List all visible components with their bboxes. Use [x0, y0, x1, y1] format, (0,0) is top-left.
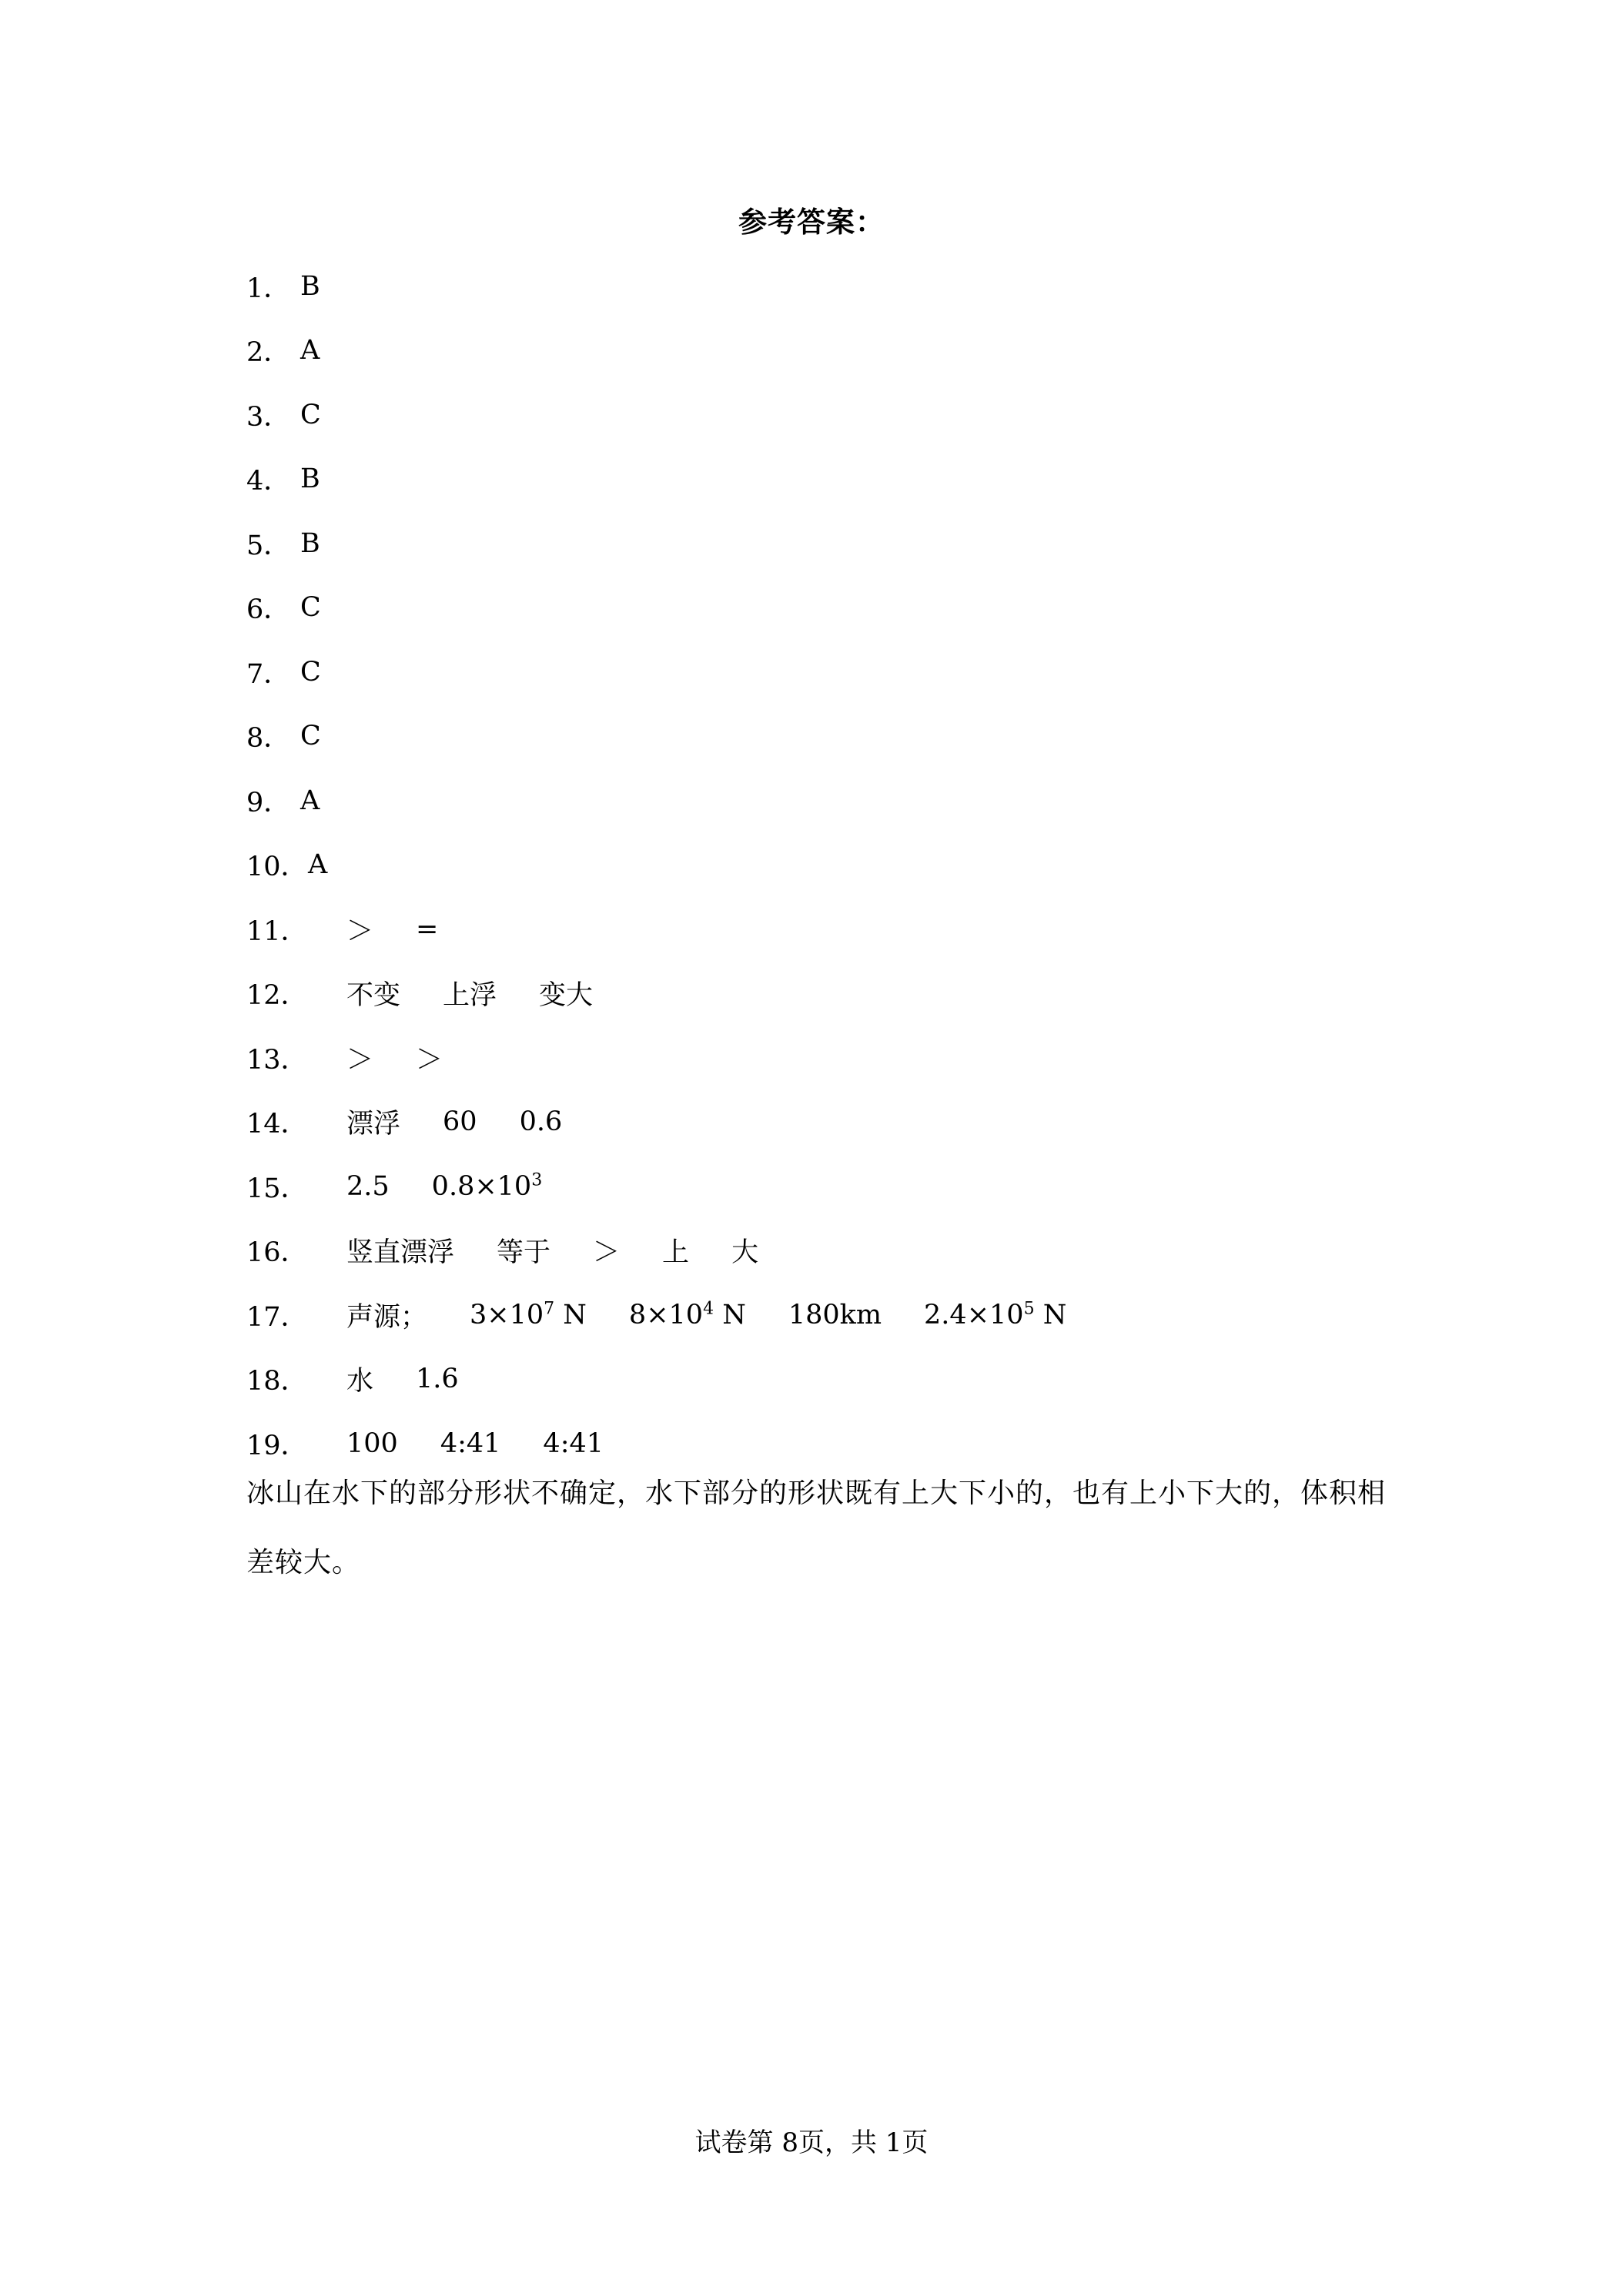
answer-exponent: 7	[544, 1299, 555, 1319]
answer-row-12	[246, 962, 1109, 1026]
answer-blank: ＞	[346, 1044, 374, 1076]
question-number: 11．	[246, 915, 308, 947]
answer-blank: 60	[443, 1106, 477, 1138]
answer-value: A	[300, 335, 320, 366]
answer-value: C	[300, 721, 321, 752]
answer-row-11	[246, 897, 1109, 962]
answer-row-4	[246, 447, 1109, 512]
answer-exponent: 3	[531, 1170, 543, 1190]
answer-blank: 0.6	[519, 1106, 563, 1138]
question-number: 17．	[246, 1301, 308, 1333]
answer-value: B	[300, 464, 320, 495]
question-number: 5．	[246, 530, 291, 561]
answer-base: 3×10	[470, 1299, 544, 1330]
page-footer: 试卷第 8页，共 1页	[694, 2127, 929, 2158]
answer-blank: ＞	[593, 1237, 621, 1269]
answer-unit: N	[1034, 1299, 1067, 1330]
answer-blank: 上浮	[443, 980, 497, 1012]
page-title: 参考答案：	[738, 206, 885, 239]
question-number: 15．	[246, 1173, 308, 1204]
answer-row-13	[246, 1026, 1109, 1090]
question-number: 19．	[246, 1430, 308, 1461]
answer-row-8	[246, 705, 1109, 769]
answer-base: 2.4×10	[924, 1299, 1024, 1330]
answer-blank: 4:41	[440, 1427, 501, 1459]
question-number: 14．	[246, 1109, 308, 1140]
answer-blank: 100	[346, 1427, 398, 1459]
answer-row-10	[246, 833, 1109, 898]
question-number: 6．	[246, 594, 291, 626]
answer-value: A	[300, 785, 320, 816]
answer-unit: N	[714, 1299, 746, 1330]
question-number: 18．	[246, 1366, 308, 1397]
answer-blank: 不变	[346, 980, 401, 1012]
answer-blank: =	[416, 913, 439, 945]
answer-blank: 等于	[497, 1237, 551, 1269]
answer-blank: ＞	[346, 915, 374, 947]
answer-blank: 竖直漂浮	[346, 1237, 455, 1269]
answer-exponent: 5	[1023, 1299, 1035, 1319]
answer-blank	[629, 1300, 746, 1330]
question-number: 4．	[246, 466, 291, 497]
answer-blank: 1.6	[416, 1364, 459, 1395]
question-number: 7．	[246, 658, 291, 690]
answer-value: C	[300, 399, 321, 430]
answer-base: 0.8×10	[431, 1170, 532, 1202]
question-number: 13．	[246, 1044, 308, 1076]
question-number: 12．	[246, 980, 308, 1012]
answer-row-14	[246, 1090, 1109, 1155]
explanation-paragraph: 冰山在水下的部分形状不确定，水下部分的形状既有上大下小的，也有上小下大的，体积相差较大。	[246, 1478, 1387, 1578]
answer-blank: 声源；	[346, 1301, 428, 1333]
answer-blank	[432, 1171, 543, 1202]
answer-row-3	[246, 383, 1109, 447]
answer-row-18	[246, 1347, 1109, 1412]
answer-row-1	[246, 254, 1109, 319]
answer-value: B	[300, 270, 320, 302]
answer-row-17	[246, 1283, 1109, 1347]
answer-blank: 180km	[788, 1299, 882, 1330]
answer-blank: 漂浮	[346, 1109, 401, 1140]
answer-row-15	[246, 1154, 1109, 1219]
question-number: 9．	[246, 787, 291, 818]
answer-blank: 变大	[539, 980, 594, 1012]
answer-blank: 大	[731, 1237, 759, 1269]
answer-row-7	[246, 640, 1109, 705]
question-number: 2．	[246, 337, 291, 369]
answer-value: A	[308, 849, 328, 881]
answer-value: B	[300, 527, 320, 559]
answer-blank: 上	[662, 1237, 690, 1269]
question-number: 16．	[246, 1237, 308, 1269]
answer-blank	[470, 1300, 587, 1330]
question-number: 8．	[246, 723, 291, 755]
answer-row-5	[246, 511, 1109, 576]
answer-unit: N	[554, 1299, 587, 1330]
answer-exponent: 4	[703, 1299, 714, 1319]
answer-blank: 2.5	[346, 1170, 390, 1202]
answer-value: C	[300, 656, 321, 688]
question-number: 10．	[246, 852, 308, 883]
answer-blank: ＞	[416, 1044, 443, 1076]
answer-blank	[924, 1300, 1066, 1330]
answer-row-9	[246, 768, 1109, 833]
question-number: 3．	[246, 401, 291, 433]
answer-base: 8×10	[628, 1299, 704, 1330]
answer-row-16	[246, 1219, 1109, 1284]
answer-blank: 4:41	[543, 1427, 604, 1459]
answer-row-6	[246, 576, 1109, 641]
answer-row-2	[246, 319, 1109, 383]
answer-blank: 水	[346, 1366, 374, 1397]
question-number: 1．	[246, 273, 291, 304]
answer-value: C	[300, 592, 321, 624]
answer-list	[246, 254, 1109, 1476]
